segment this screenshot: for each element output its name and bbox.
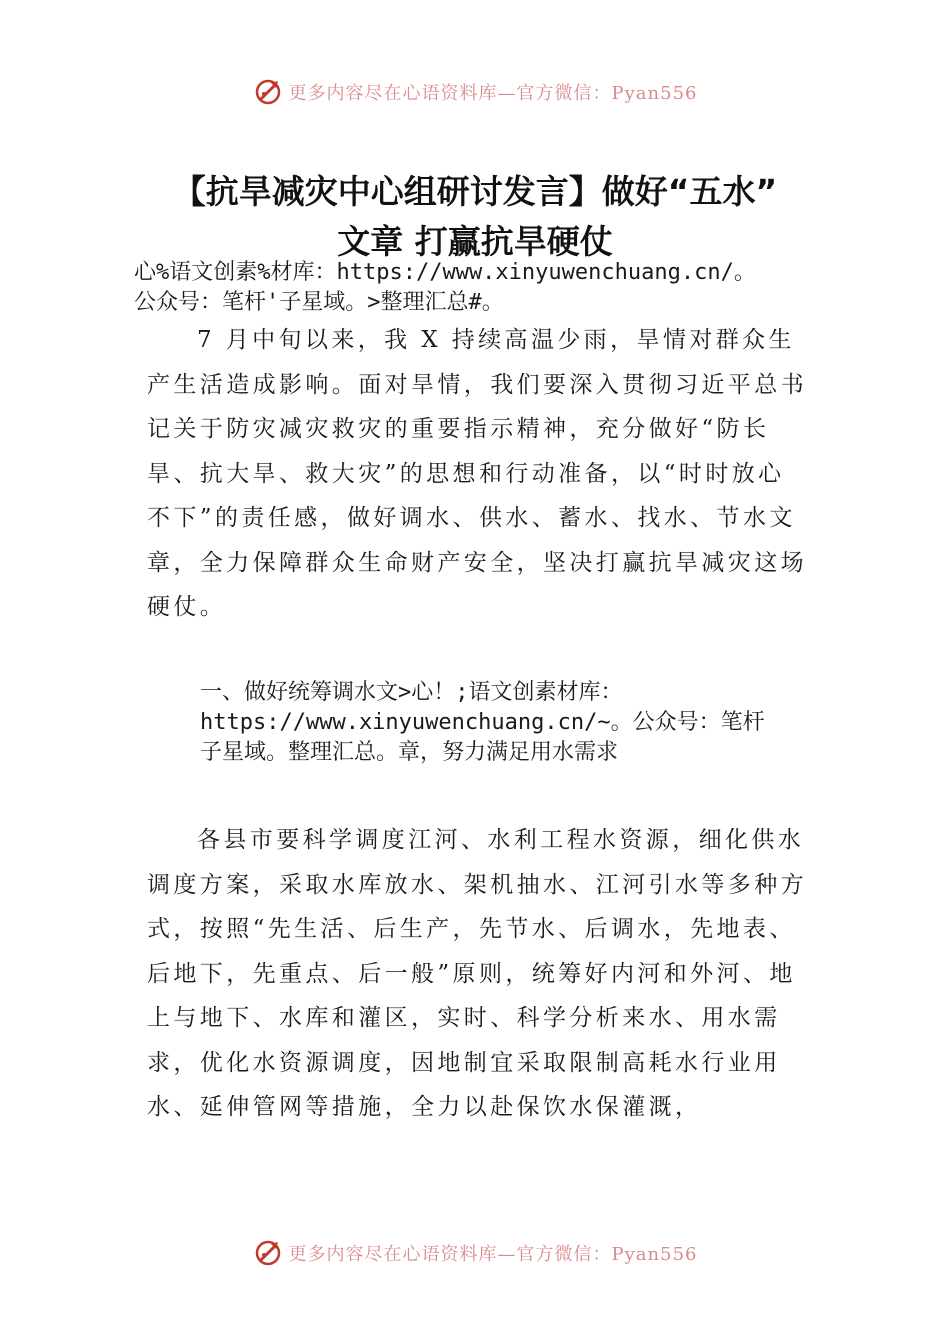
- intro-paragraph: 7 月中旬以来，我 X 持续高温少雨，旱情对群众生产生活造成影响。面对旱情，我们要深入贯彻习近平总书记关于防灾减灾救灾的重要指示精神，充分做好“防长旱、抗大旱、救大灾”的思想和行动准备，以“时时放心不下”的责任感，做好调水、供水、蓄水、找水、节水文章，全力保障群众生命财产安全，坚决打赢抗旱减灾这场硬仗。: [147, 327, 807, 620]
- section-paragraph: 各县市要科学调度江河、水利工程水资源，细化供水调度方案，采取水库放水、架机抽水、江河引水等多种方式，按照“先生活、后生产，先节水、后调水，先地表、后地下，先重点、后一般”原则，统筹好内河和外河、地上与地下、水库和灌区，实时、科学分析来水、用水需求，优化水资源调度，因地制宜采取限制高耗水行业用水、延伸管网等措施，全力以赴保饮水保灌溉，: [147, 827, 807, 1120]
- logo-icon: [253, 77, 283, 107]
- header-banner-text: 更多内容尽在心语资料库—官方微信：Pyan556: [288, 83, 698, 104]
- section-heading-line-3: 子星域。整理汇总。章，努力满足用水需求: [200, 740, 619, 765]
- section-heading-line-1: 一、做好统筹调水文>心！;语文创素材库：: [200, 680, 623, 705]
- source-note-line-2: 公众号：笔杆'子星域。>整理汇总#。: [134, 290, 504, 315]
- footer-banner: [0, 1233, 950, 1273]
- section-heading-line-2: https://www.xinyuwenchuang.cn/~。公众号：笔杆: [200, 710, 765, 735]
- footer-banner-text: 更多内容尽在心语资料库—官方微信：Pyan556: [288, 1244, 698, 1265]
- page-title-line-2: 文章 打赢抗旱硬仗: [337, 222, 613, 261]
- page-title-line-1: 【抗旱减灾中心组研讨发言】做好“五水”: [172, 172, 778, 211]
- source-note-line-1: 心%语文创素%材库：https://www.xinyuwenchuang.cn/。: [134, 260, 756, 285]
- header-banner: [0, 72, 950, 112]
- logo-icon: [253, 1238, 283, 1268]
